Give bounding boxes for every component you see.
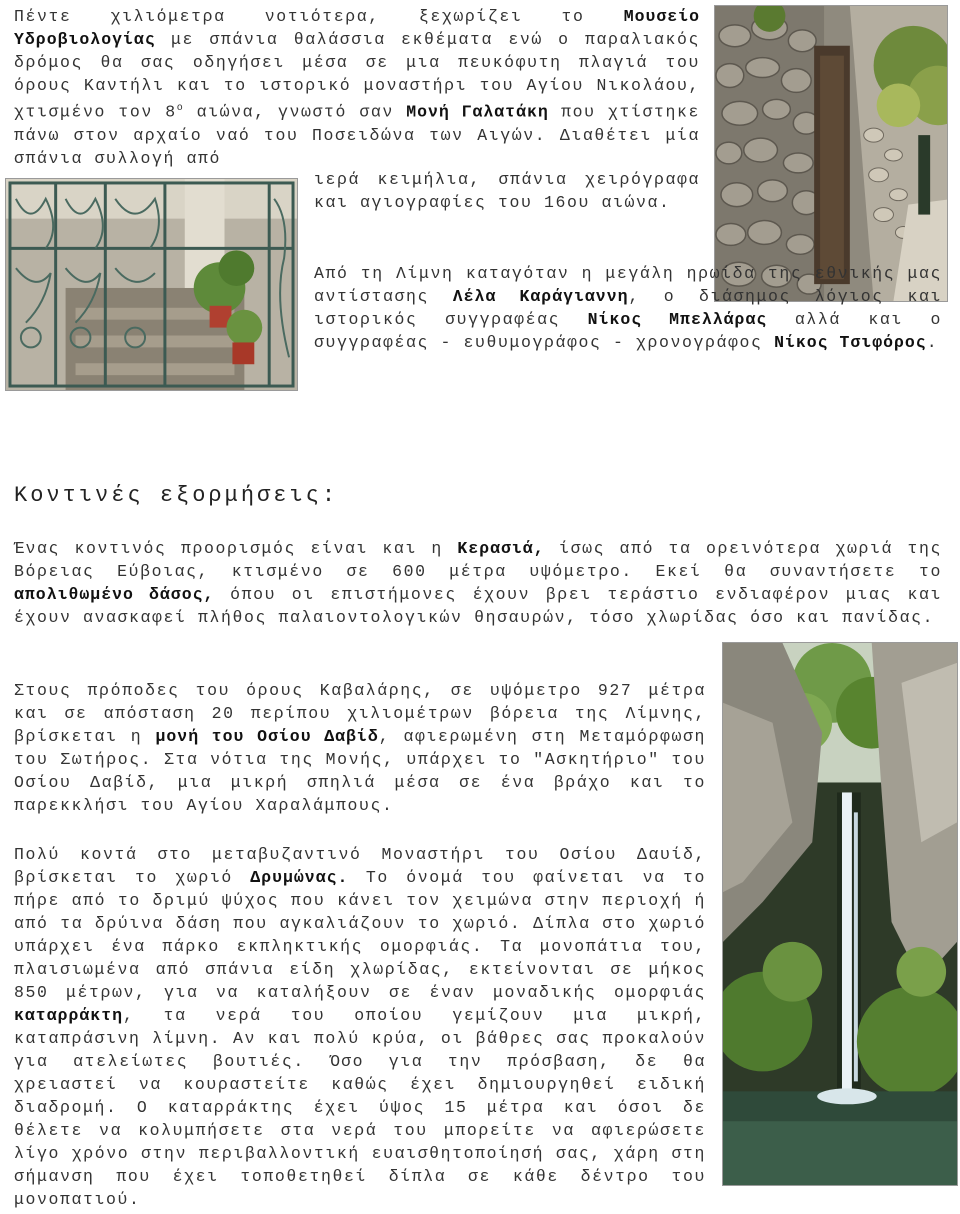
- iron-gate-photo: [5, 178, 298, 391]
- link-museum-hydrobiology: Μουσείο Υδροβιολογίας: [14, 7, 700, 49]
- paragraph-monastery-david: Στους πρόποδες του όρους Καβαλάρης, σε υψόμετρο 927 μέτρα και σε απόσταση 20 περίπου χιλιομέτρων βόρεια της Λίμνης, βρίσκεται η μονή του Οσίου Δαβίδ, αφιερωμένη στη Μεταμόρφωση του Σωτήρος. Στα νότια της Μονής, υπάρχει το "Ασκητήριο" του Οσίου Δαβίδ, μια μικρή σπηλιά μέσα σε ένα βράχο και το παρεκκλήσι του Αγίου Χαραλάμπους.: [14, 681, 706, 815]
- paragraph-personalities: Από τη Λίμνη καταγόταν η μεγάλη ηρωίδα της εθνικής μας αντίστασης Λέλα Καράγιαννη, ο διάσημος λόγιος και ιστορικός συγγραφέας Νίκος Μπελλάρας αλλά και ο συγγραφέας - ευθυμογράφος - χρονογράφος Νίκος Τσιφόρος.: [314, 264, 942, 352]
- waterfall-photo: [722, 642, 958, 1186]
- stone-alley-photo: [714, 5, 948, 302]
- link-moni-galataki: Μονή Γαλατάκη: [406, 102, 549, 122]
- section-heading: Κοντινές εξορμήσεις:: [14, 483, 339, 508]
- paragraph-museum: Πέντε χιλιόμετρα νοτιότερα, ξεχωρίζει το Μουσείο Υδροβιολογίας με σπάνια θαλάσσια εκθέματα ενώ ο παραλιακός δρόμος θα σας οδηγήσει μέσα σε μια πευκόφυτη πλαγιά του όρους Καντήλι και το ιστορικό μοναστήρι του Αγίου Νικολάου, χτισμένο τον $8^o$ αιώνα, γνωστό σαν Μονή Γαλατάκη που χτίστηκε πάνω στον αρχαίο ναό του Ποσειδώνα των Αιγών. Διαθέτει μία σπάνια συλλογή από: [14, 7, 700, 168]
- paragraph-museum-continued: ιερά κειμήλια, σπάνια χειρόγραφα και αγιογραφίες του 16ου αιώνα.: [314, 170, 700, 212]
- paragraph-kerasia: Ένας κοντινός προορισμός είναι και η Κερασιά, ίσως από τα ορεινότερα χωριά της Βόρειας Εύβοιας, κτισμένο σε 600 μέτρα υψόμετρο. Εκεί θα συναντήσετε το απολιθωμένο δάσος, όπου οι επιστήμονες έχουν βρει τεράστιο ενδιαφέρον μιας και έχουν ανασκαφεί πλήθος παλαιοντολογικών θησαυρών, τόσο χλωρίδας όσο και πανίδας.: [14, 539, 942, 627]
- paragraph-drymonas: Πολύ κοντά στο μεταβυζαντινό Μοναστήρι του Οσίου Δαυίδ, βρίσκεται το χωριό Δρυμώνας. Το όνομά του φαίνεται να το πήρε από το δριμύ ψύχος που κάνει τον χειμώνα στην περιοχή ή από τα δρύινα δάση που αγκαλιάζουν το χωριό. Δίπλα στο χωριό υπάρχει ένα πάρκο εκπληκτικής ομορφιάς. Τα μονοπάτια του, πλαισιωμένα από σπάνια είδη χλωρίδας, εκτείνονται σε μήκος 850 μέτρων, για να καταλήξουν σε έναν μοναδικής ομορφιάς καταρράκτη, τα νερά του οποίου γεμίζουν μια μικρή, καταπράσινη λίμνη. Αν και πολύ κρύα, οι βάθρες σας προκαλούν για ατελείωτες βουτιές. Όσο για την πρόσβαση, δε θα χρειαστεί να κουραστείτε καθώς έχει δημιουργηθεί ειδική διαδρομή. Ο καταρράκτης έχει ύψος 15 μέτρα και όσοι δε θέλετε να κολυμπήσετε στα νερά του μπορείτε να αφιερώσετε λίγο χρόνο στην περιβαλλοντική ευαισθητοποίησή σας, χάρη στη σήμανση που έχει τοποθετηθεί δίπλα σε κάθε δέντρο του μονοπατιού.: [14, 845, 706, 1209]
